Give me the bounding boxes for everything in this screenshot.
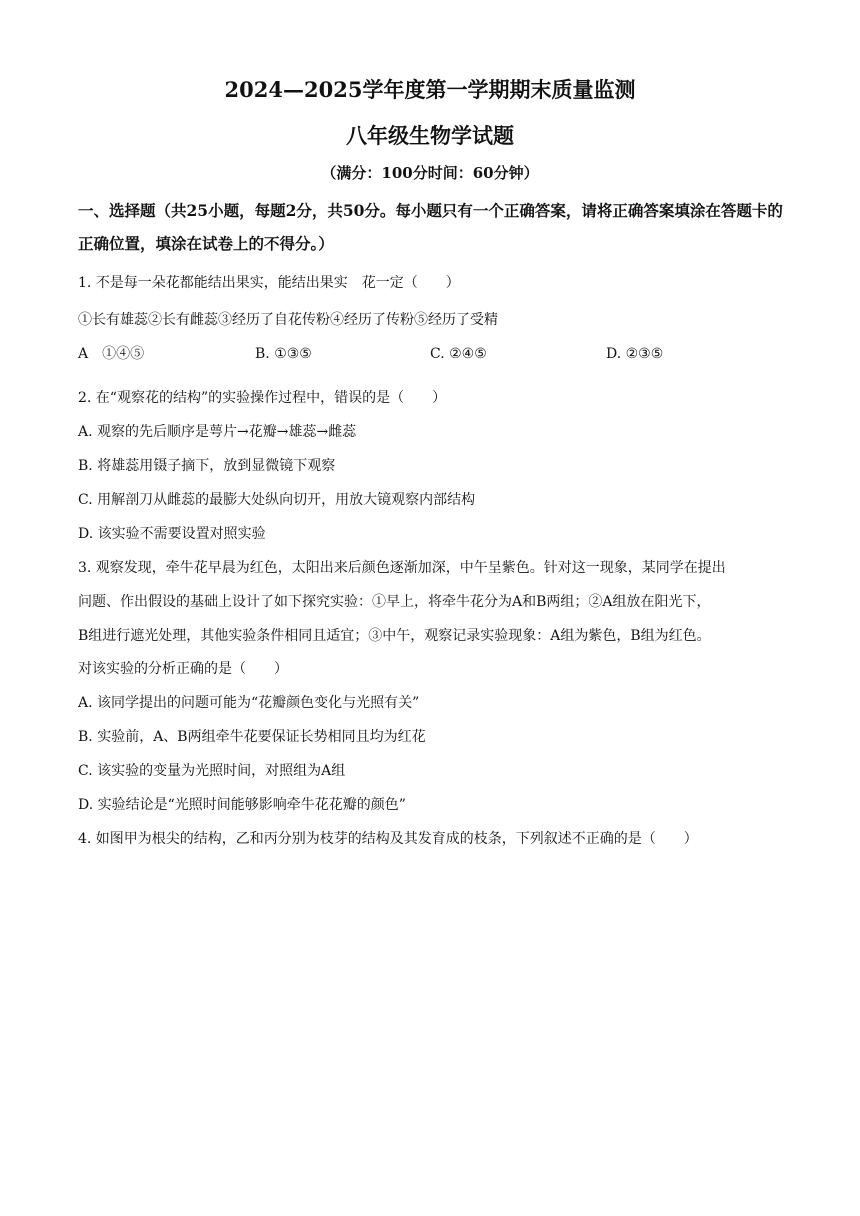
question-2-option-d: D. 该实验不需要设置对照实验 <box>78 526 266 542</box>
question-1-statements: ①长有雄蕊②长有雌蕊③经历了自花传粉④经历了传粉⑤经历了受精 <box>78 312 498 328</box>
question-1-option-c: C. ②④⑤ <box>430 346 487 362</box>
question-3-option-b: B. 实验前，A、B两组牵牛花要保证长势相同且均为红花 <box>78 729 426 745</box>
question-3-stem-line-4: 对该实验的分析正确的是（ ） <box>78 661 288 677</box>
question-4-stem: 4. 如图甲为根尖的结构，乙和丙分别为枝芽的结构及其发育成的枝条，下列叙述不正确的是（ ） <box>78 831 698 847</box>
question-3-option-d: D. 实验结论是“光照时间能够影响牵牛花花瓣的颜色” <box>78 797 406 813</box>
question-1-option-b: B. ①③⑤ <box>255 346 312 362</box>
question-3-stem-line-1: 3. 观察发现，牵牛花早晨为红色，太阳出来后颜色逐渐加深，中午呈紫色。针对这一现象，某同学在提出 <box>78 560 726 576</box>
question-3-option-c: C. 该实验的变量为光照时间，对照组为A组 <box>78 763 346 779</box>
question-1-option-a: A ①④⑤ <box>78 346 145 362</box>
question-2-stem: 2. 在“观察花的结构”的实验操作过程中，错误的是（ ） <box>78 390 447 406</box>
question-3-option-a: A. 该同学提出的问题可能为“花瓣颜色变化与光照有关” <box>78 695 420 711</box>
section-heading: 一、选择题（共25小题，每题2分，共50分。每小题只有一个正确答案，请将正确答案填涂在答题卡的正确位置，填涂在试卷上的不得分。） <box>78 201 783 253</box>
question-3-stem-line-2: 问题、作出假设的基础上设计了如下探究实验：①早上，将牵牛花分为A和B两组；②A组放在阳光下， <box>78 594 711 610</box>
question-1-stem: 1. 不是每一朵花都能结出果实，能结出果实 花一定（ ） <box>78 275 460 291</box>
exam-subject-title: 八年级生物学试题 <box>346 123 514 148</box>
question-3-stem-line-3: B组进行遮光处理，其他实验条件相同且适宜；③中午，观察记录实验现象：A组为紫色，B组为红色。 <box>78 628 711 644</box>
question-1-option-d: D. ②③⑤ <box>606 346 664 362</box>
exam-title: 2024—2025学年度第一学期期末质量监测 <box>224 77 636 102</box>
question-2-option-a: A. 观察的先后顺序是萼片→花瓣→雄蕊→雌蕊 <box>78 424 357 440</box>
exam-subtitle: （满分：100分时间：60分钟） <box>321 164 539 182</box>
question-2-option-c: C. 用解剖刀从雌蕊的最膨大处纵向切开，用放大镜观察内部结构 <box>78 492 476 508</box>
question-2-option-b: B. 将雄蕊用镊子摘下，放到显微镜下观察 <box>78 458 336 474</box>
